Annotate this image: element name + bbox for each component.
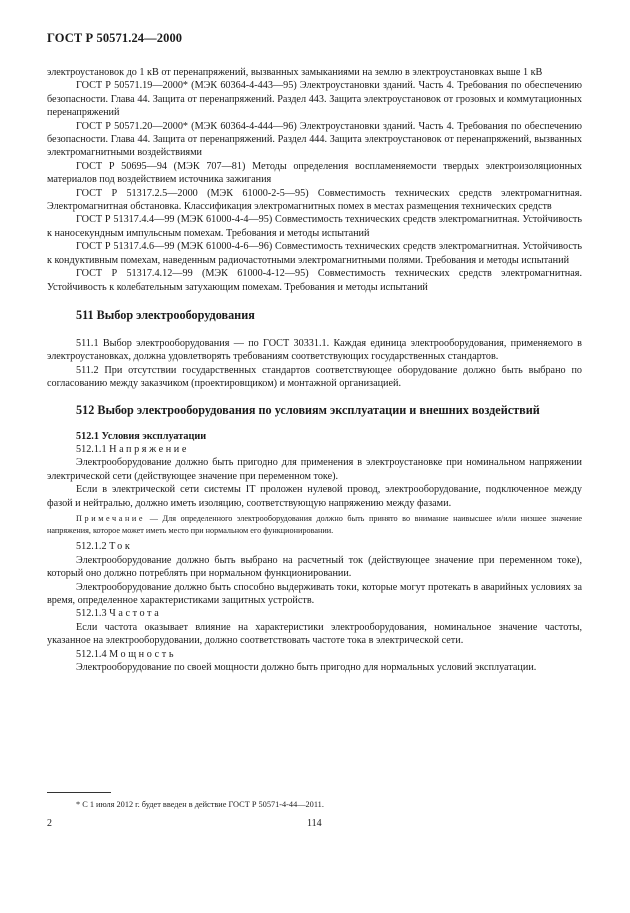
document-body xyxy=(47,66,582,674)
paragraph: ГОСТ Р 50571.19—2000* (МЭК 60364-4-443—95) Электроустановки зданий. Часть 4. Требования по обеспечению безопасности. Глава 44. Защита от перенапряжений. Раздел 443. Защита электроустановок от грозовых и коммутационных перенапряжений xyxy=(47,80,582,119)
paragraph: Если частота оказывает влияние на характеристики электрооборудования, номинальное значение частоты, указанное на электрооборудовании, должно соответствовать частоте тока в электрической сети. xyxy=(47,621,582,647)
clause-heading xyxy=(47,540,582,553)
sheet-number: 114 xyxy=(307,818,322,829)
section-heading-511: 511 Выбор электрооборудования xyxy=(76,307,255,322)
paragraph: Электрооборудование должно быть выбрано на расчетный ток (действующее значение при переменном токе), который оно должно потреблять при нормальном функционировании. xyxy=(47,554,582,580)
subsection-heading-512-1: 512.1 Условия эксплуатации xyxy=(76,430,207,442)
clause-heading xyxy=(47,607,582,620)
paragraph: 511.1 Выбор электрооборудования — по ГОСТ 30331.1. Каждая единица электрооборудования, применяемого в электроустановках, должна удовлетворять требованиям соответствующих государственных стандартов. xyxy=(47,337,582,363)
paragraph: ГОСТ Р 51317.4.12—99 (МЭК 61000-4-12—95) Совместимость технических средств электромагнитная. Устойчивость к колебательным затухающим помехам. Требования и методы испытаний xyxy=(47,268,582,293)
clause-title: Напряжение xyxy=(109,443,189,455)
note-label: Примечание xyxy=(76,513,146,523)
paragraph: Электрооборудование должно быть пригодно для применения в электроустановке при номинальном напряжении электрической сети (действующее значение при переменном токе). xyxy=(47,457,582,482)
paragraph: ГОСТ Р 51317.4.4—99 (МЭК 61000-4-4—95) Совместимость технических средств электромагнитная. Устойчивость к наносекундным импульсным помехам. Требования и методы испытаний xyxy=(47,214,582,239)
clause-number: 512.1.1 xyxy=(76,443,107,455)
clause-heading xyxy=(47,648,582,661)
paragraph: электроустановок до 1 кВ от перенапряжений, вызванных замыканиями на землю в электроустановках выше 1 кВ xyxy=(47,67,543,78)
paragraph: ГОСТ Р 51317.4.6—99 (МЭК 61000-4-6—96) Совместимость технических средств электромагнитная. Устойчивость к кондуктивным помехам, наведенным радиочастотными электромагнитными полями. Требования и методы испытаний xyxy=(47,241,582,266)
paragraph: Если в электрической сети системы IT проложен нулевой провод, электрооборудование, подключенное между фазой и нейтралью, должно иметь изоляцию, соответствующую напряжению между фазами. xyxy=(47,484,582,509)
footnote: * С 1 июля 2012 г. будет введен в действие ГОСТ Р 50571-4-44—2011. xyxy=(76,800,324,809)
clause-title: Ток xyxy=(109,541,133,553)
paragraph: Электрооборудование должно быть способно выдерживать токи, которые могут протекать в аварийных условиях за время, определенное характеристиками защитных устройств. xyxy=(47,581,582,606)
paragraph: ГОСТ Р 50571.20—2000* (МЭК 60364-4-444—96) Электроустановки зданий. Часть 4. Требования по обеспечению безопасности. Глава 44. Защита от перенапряжений. Раздел 444. Защита электроустановок от перенапряжений, вызванных электромагнитными воздействиями xyxy=(47,120,582,159)
note xyxy=(47,513,582,537)
clause-heading xyxy=(47,443,582,456)
page-header: ГОСТ Р 50571.24—2000 xyxy=(47,31,183,45)
clause-number: 512.1.3 xyxy=(76,608,107,620)
clause-number: 512.1.2 xyxy=(76,541,107,553)
clause-number: 512.1.4 xyxy=(76,648,107,660)
clause-title: Частота xyxy=(109,608,162,620)
section-heading-512: 512 Выбор электрооборудования по условиям эксплуатации и внешних воздействий xyxy=(76,402,540,417)
clause-title: Мощность xyxy=(109,648,177,660)
paragraph: ГОСТ Р 51317.2.5—2000 (МЭК 61000-2-5—95) Совместимость технических средств электромагнитная. Электромагнитная обстановка. Классификация электромагнитных помех в местах размещения технических средств xyxy=(47,187,582,213)
page-number: 2 xyxy=(47,818,52,829)
footnote-separator xyxy=(47,792,111,793)
paragraph: Электрооборудование по своей мощности должно быть пригодно для нормальных условий эксплуатации. xyxy=(76,662,537,674)
paragraph: 511.2 При отсутствии государственных стандартов соответствующее оборудование должно быть выбрано по согласованию между заказчиком (проектировщиком) и монтажной организацией. xyxy=(47,364,582,390)
paragraph: ГОСТ Р 50695—94 (МЭК 707—81) Методы определения воспламеняемости твердых электроизоляционных материалов под воздействием источника зажигания xyxy=(47,160,582,186)
note-text: — Для определенного электрооборудования должно быть принято во внимание наивысшее и/или низшее значение напряжения, которое может иметь место при нормальном его функционировании. xyxy=(47,513,582,536)
